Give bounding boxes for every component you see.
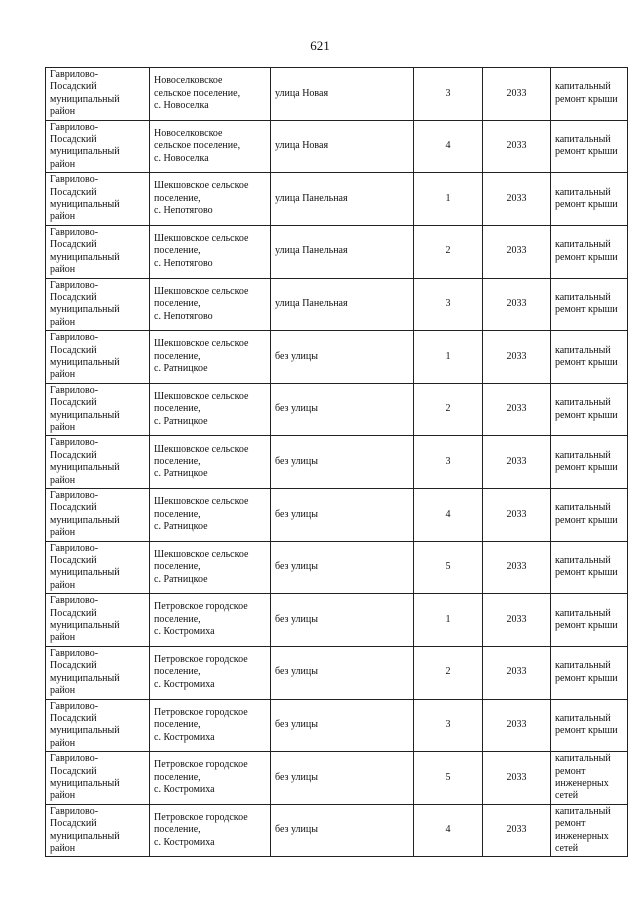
district-cell-line: Гаврилово-: [50, 595, 99, 607]
district-cell: [46, 804, 150, 857]
district-cell-line: муниципальный: [50, 304, 120, 316]
work-type-cell-line: капитальный: [555, 186, 611, 198]
district-cell-line: муниципальный: [50, 146, 120, 158]
settlement-cell: [150, 68, 271, 121]
district-cell-line: Посадский: [50, 291, 97, 303]
district-cell-line: Посадский: [50, 660, 97, 672]
settlement-cell: [150, 225, 271, 278]
settlement-cell-line: с. Костромиха: [154, 678, 215, 690]
settlement-cell-line: Шекшовское сельское: [154, 548, 249, 560]
work-type-cell: [551, 225, 628, 278]
house-number-cell: 5: [414, 752, 483, 805]
district-cell-line: муниципальный: [50, 514, 120, 526]
street-cell: без улицы: [271, 541, 414, 594]
settlement-cell-line: поселение,: [154, 455, 201, 467]
district-cell-line: район: [50, 474, 76, 486]
table-row: [46, 699, 628, 752]
district-cell-line: Посадский: [50, 239, 97, 251]
settlement-cell-line: Петровское городское: [154, 706, 248, 718]
work-type-cell-line: ремонт крыши: [555, 251, 618, 263]
settlement-cell-line: с. Костромиха: [154, 731, 215, 743]
district-cell-line: муниципальный: [50, 462, 120, 474]
settlement-cell-line: Петровское городское: [154, 811, 248, 823]
district-cell-line: район: [50, 264, 76, 276]
street-cell: без улицы: [271, 699, 414, 752]
settlement-cell: [150, 489, 271, 542]
year-cell: 2033: [483, 120, 551, 173]
district-cell-line: Посадский: [50, 712, 97, 724]
work-type-cell: [551, 120, 628, 173]
settlement-cell-line: с. Ратницкое: [154, 363, 208, 375]
house-number-cell: 1: [414, 594, 483, 647]
settlement-cell: [150, 752, 271, 805]
settlement-cell-line: Петровское городское: [154, 654, 248, 666]
settlement-cell: [150, 541, 271, 594]
street-cell: без улицы: [271, 752, 414, 805]
district-cell-line: муниципальный: [50, 251, 120, 263]
district-cell-line: Гаврилово-: [50, 647, 99, 659]
table-row: [46, 225, 628, 278]
work-type-cell-line: капитальный: [555, 607, 611, 619]
district-cell-line: муниципальный: [50, 777, 120, 789]
house-number-cell: 3: [414, 278, 483, 331]
settlement-cell: [150, 383, 271, 436]
work-type-cell: [551, 804, 628, 857]
year-cell: 2033: [483, 699, 551, 752]
settlement-cell: [150, 804, 271, 857]
district-cell-line: Посадский: [50, 397, 97, 409]
work-type-cell-line: капитальный: [555, 134, 611, 146]
work-type-cell: [551, 594, 628, 647]
year-cell: 2033: [483, 383, 551, 436]
district-cell: [46, 489, 150, 542]
district-cell-line: район: [50, 527, 76, 539]
settlement-cell-line: с. Ратницкое: [154, 521, 208, 533]
settlement-cell: [150, 646, 271, 699]
district-cell: [46, 646, 150, 699]
work-type-cell-line: ремонт крыши: [555, 356, 618, 368]
year-cell: 2033: [483, 594, 551, 647]
settlement-cell-line: поселение,: [154, 298, 201, 310]
street-cell: улица Панельная: [271, 278, 414, 331]
district-cell-line: муниципальный: [50, 725, 120, 737]
district-cell-line: Гаврилово-: [50, 174, 99, 186]
settlement-cell-line: с. Костромиха: [154, 626, 215, 638]
work-type-cell-line: ремонт крыши: [555, 146, 618, 158]
work-type-cell-line: капитальный: [555, 291, 611, 303]
district-cell-line: район: [50, 737, 76, 749]
work-type-cell-line: капитальный: [555, 753, 611, 765]
settlement-cell-line: поселение,: [154, 508, 201, 520]
settlement-cell-line: сельское поселение,: [154, 87, 241, 99]
table-row: [46, 804, 628, 857]
district-cell-line: район: [50, 106, 76, 118]
house-number-cell: 2: [414, 225, 483, 278]
work-type-cell-line: ремонт крыши: [555, 514, 618, 526]
work-type-cell-line: сетей: [555, 842, 579, 854]
street-cell: без улицы: [271, 594, 414, 647]
district-cell-line: район: [50, 421, 76, 433]
district-cell-line: муниципальный: [50, 409, 120, 421]
settlement-cell-line: Шекшовское сельское: [154, 496, 249, 508]
district-cell-line: Гаврилово-: [50, 437, 99, 449]
house-number-cell: 1: [414, 173, 483, 226]
settlement-cell: [150, 331, 271, 384]
settlement-cell-line: сельское поселение,: [154, 140, 241, 152]
year-cell: 2033: [483, 68, 551, 121]
settlement-cell-line: поселение,: [154, 245, 201, 257]
table-row: [46, 489, 628, 542]
table-row: [46, 331, 628, 384]
settlement-cell: [150, 699, 271, 752]
settlement-cell-line: с. Новоселка: [154, 100, 209, 112]
street-cell: улица Панельная: [271, 225, 414, 278]
work-type-cell-line: инженерных: [555, 777, 609, 789]
street-cell: без улицы: [271, 489, 414, 542]
district-cell: [46, 173, 150, 226]
settlement-cell-line: Шекшовское сельское: [154, 390, 249, 402]
district-cell-line: Посадский: [50, 344, 97, 356]
work-type-cell: [551, 331, 628, 384]
district-cell: [46, 278, 150, 331]
district-cell-line: Посадский: [50, 818, 97, 830]
street-cell: без улицы: [271, 804, 414, 857]
house-number-cell: 3: [414, 699, 483, 752]
table-row: [46, 541, 628, 594]
settlement-cell: [150, 278, 271, 331]
house-number-cell: 3: [414, 436, 483, 489]
street-cell: без улицы: [271, 646, 414, 699]
district-cell: [46, 752, 150, 805]
district-cell-line: Гаврилово-: [50, 805, 99, 817]
work-type-cell-line: ремонт крыши: [555, 199, 618, 211]
work-type-cell-line: капитальный: [555, 502, 611, 514]
settlement-cell-line: с. Ратницкое: [154, 415, 208, 427]
work-type-cell-line: инженерных: [555, 830, 609, 842]
year-cell: 2033: [483, 225, 551, 278]
district-cell-line: район: [50, 316, 76, 328]
settlement-cell-line: поселение,: [154, 666, 201, 678]
table-row: [46, 646, 628, 699]
district-cell-line: муниципальный: [50, 830, 120, 842]
table-row: [46, 278, 628, 331]
district-cell-line: Гаврилово-: [50, 542, 99, 554]
work-type-cell-line: ремонт: [555, 765, 586, 777]
settlement-cell-line: с. Непотягово: [154, 310, 213, 322]
year-cell: 2033: [483, 331, 551, 384]
house-number-cell: 1: [414, 331, 483, 384]
work-type-cell: [551, 489, 628, 542]
settlement-cell: [150, 120, 271, 173]
district-cell-line: Посадский: [50, 134, 97, 146]
district-cell: [46, 331, 150, 384]
work-type-cell-line: капитальный: [555, 239, 611, 251]
settlement-cell-line: с. Непотягово: [154, 257, 213, 269]
settlement-cell-line: поселение,: [154, 824, 201, 836]
district-cell: [46, 594, 150, 647]
work-type-cell-line: ремонт крыши: [555, 93, 618, 105]
settlement-cell-line: Петровское городское: [154, 601, 248, 613]
work-type-cell-line: капитальный: [555, 555, 611, 567]
district-cell-line: Посадский: [50, 502, 97, 514]
district-cell: [46, 436, 150, 489]
work-type-cell-line: ремонт крыши: [555, 567, 618, 579]
district-cell-line: Гаврилово-: [50, 69, 99, 80]
settlement-cell-line: поселение,: [154, 192, 201, 204]
district-cell-line: Посадский: [50, 81, 97, 93]
district-cell-line: муниципальный: [50, 356, 120, 368]
street-cell: без улицы: [271, 383, 414, 436]
district-cell-line: Посадский: [50, 449, 97, 461]
street-cell: улица Панельная: [271, 173, 414, 226]
settlement-cell-line: с. Ратницкое: [154, 573, 208, 585]
house-number-cell: 2: [414, 383, 483, 436]
settlement-cell-line: поселение,: [154, 613, 201, 625]
settlement-cell-line: с. Костромиха: [154, 836, 215, 848]
house-number-cell: 4: [414, 120, 483, 173]
year-cell: 2033: [483, 804, 551, 857]
district-cell-line: Гаврилово-: [50, 279, 99, 291]
page-number: 621: [310, 38, 330, 53]
district-cell: [46, 699, 150, 752]
district-cell-line: муниципальный: [50, 620, 120, 632]
work-type-cell-line: ремонт крыши: [555, 462, 618, 474]
district-cell: [46, 120, 150, 173]
work-type-cell-line: сетей: [555, 790, 579, 802]
year-cell: 2033: [483, 278, 551, 331]
work-type-cell-line: ремонт крыши: [555, 620, 618, 632]
work-type-cell-line: капитальный: [555, 397, 611, 409]
settlement-cell: [150, 594, 271, 647]
year-cell: 2033: [483, 436, 551, 489]
year-cell: 2033: [483, 541, 551, 594]
district-cell-line: район: [50, 685, 76, 697]
work-type-cell: [551, 68, 628, 121]
work-type-cell-line: капитальный: [555, 81, 611, 93]
district-cell-line: район: [50, 632, 76, 644]
table-row: [46, 173, 628, 226]
table-row: [46, 752, 628, 805]
settlement-cell-line: Новоселковское: [154, 127, 223, 139]
settlement-cell-line: Шекшовское сельское: [154, 338, 249, 350]
district-cell: [46, 383, 150, 436]
district-cell-line: муниципальный: [50, 199, 120, 211]
settlement-cell: [150, 436, 271, 489]
year-cell: 2033: [483, 752, 551, 805]
street-cell: улица Новая: [271, 68, 414, 121]
district-cell-line: Посадский: [50, 555, 97, 567]
settlement-cell-line: Шекшовское сельское: [154, 233, 249, 245]
year-cell: 2033: [483, 489, 551, 542]
work-type-cell-line: капитальный: [555, 712, 611, 724]
settlement-cell-line: Петровское городское: [154, 759, 248, 771]
work-type-cell: [551, 278, 628, 331]
settlement-cell-line: Новоселковское: [154, 75, 223, 87]
year-cell: 2033: [483, 173, 551, 226]
district-cell-line: Гаврилово-: [50, 226, 99, 238]
settlement-cell-line: поселение,: [154, 350, 201, 362]
settlement-cell-line: Шекшовское сельское: [154, 180, 249, 192]
district-cell-line: Посадский: [50, 186, 97, 198]
settlement-cell-line: с. Костромиха: [154, 784, 215, 796]
work-type-cell-line: ремонт крыши: [555, 304, 618, 316]
settlement-cell: [150, 173, 271, 226]
street-cell: без улицы: [271, 331, 414, 384]
district-cell-line: Гаврилово-: [50, 490, 99, 501]
district-cell-line: Гаврилово-: [50, 700, 99, 712]
district-cell-line: муниципальный: [50, 672, 120, 684]
work-type-cell-line: капитальный: [555, 344, 611, 356]
house-number-cell: 5: [414, 541, 483, 594]
district-cell-line: район: [50, 369, 76, 381]
district-cell-line: район: [50, 790, 76, 802]
district-cell: [46, 68, 150, 121]
work-type-cell-line: капитальный: [555, 660, 611, 672]
district-cell-line: Гаврилово-: [50, 121, 99, 133]
district-cell-line: муниципальный: [50, 567, 120, 579]
work-type-cell: [551, 173, 628, 226]
work-type-cell-line: ремонт крыши: [555, 672, 618, 684]
district-cell-line: район: [50, 158, 76, 170]
house-number-cell: 4: [414, 804, 483, 857]
settlement-cell-line: поселение,: [154, 403, 201, 415]
settlement-cell-line: поселение,: [154, 719, 201, 731]
district-cell: [46, 225, 150, 278]
district-cell-line: Гаврилово-: [50, 753, 99, 765]
district-cell: [46, 541, 150, 594]
district-cell-line: муниципальный: [50, 93, 120, 105]
district-cell-line: Гаврилово-: [50, 332, 99, 344]
work-type-cell: [551, 436, 628, 489]
housing-repair-table: [45, 67, 628, 857]
table-body: [46, 68, 628, 857]
work-type-cell: [551, 541, 628, 594]
settlement-cell-line: Шекшовское сельское: [154, 285, 249, 297]
settlement-cell-line: с. Ратницкое: [154, 468, 208, 480]
street-cell: без улицы: [271, 436, 414, 489]
table-row: [46, 68, 628, 121]
district-cell-line: район: [50, 211, 76, 223]
settlement-cell-line: поселение,: [154, 771, 201, 783]
work-type-cell-line: капитальный: [555, 805, 611, 817]
settlement-cell-line: с. Непотягово: [154, 205, 213, 217]
district-cell-line: район: [50, 579, 76, 591]
work-type-cell: [551, 383, 628, 436]
house-number-cell: 4: [414, 489, 483, 542]
district-cell-line: Посадский: [50, 607, 97, 619]
work-type-cell-line: ремонт крыши: [555, 409, 618, 421]
house-number-cell: 3: [414, 68, 483, 121]
district-cell-line: Посадский: [50, 765, 97, 777]
work-type-cell-line: капитальный: [555, 449, 611, 461]
work-type-cell: [551, 752, 628, 805]
table-row: [46, 436, 628, 489]
settlement-cell-line: Шекшовское сельское: [154, 443, 249, 455]
district-cell-line: Гаврилово-: [50, 384, 99, 396]
table-row: [46, 120, 628, 173]
work-type-cell: [551, 699, 628, 752]
table-row: [46, 594, 628, 647]
table-row: [46, 383, 628, 436]
work-type-cell-line: ремонт: [555, 818, 586, 830]
settlement-cell-line: поселение,: [154, 561, 201, 573]
settlement-cell-line: с. Новоселка: [154, 152, 209, 164]
street-cell: улица Новая: [271, 120, 414, 173]
house-number-cell: 2: [414, 646, 483, 699]
district-cell-line: район: [50, 842, 76, 854]
work-type-cell: [551, 646, 628, 699]
work-type-cell-line: ремонт крыши: [555, 725, 618, 737]
year-cell: 2033: [483, 646, 551, 699]
